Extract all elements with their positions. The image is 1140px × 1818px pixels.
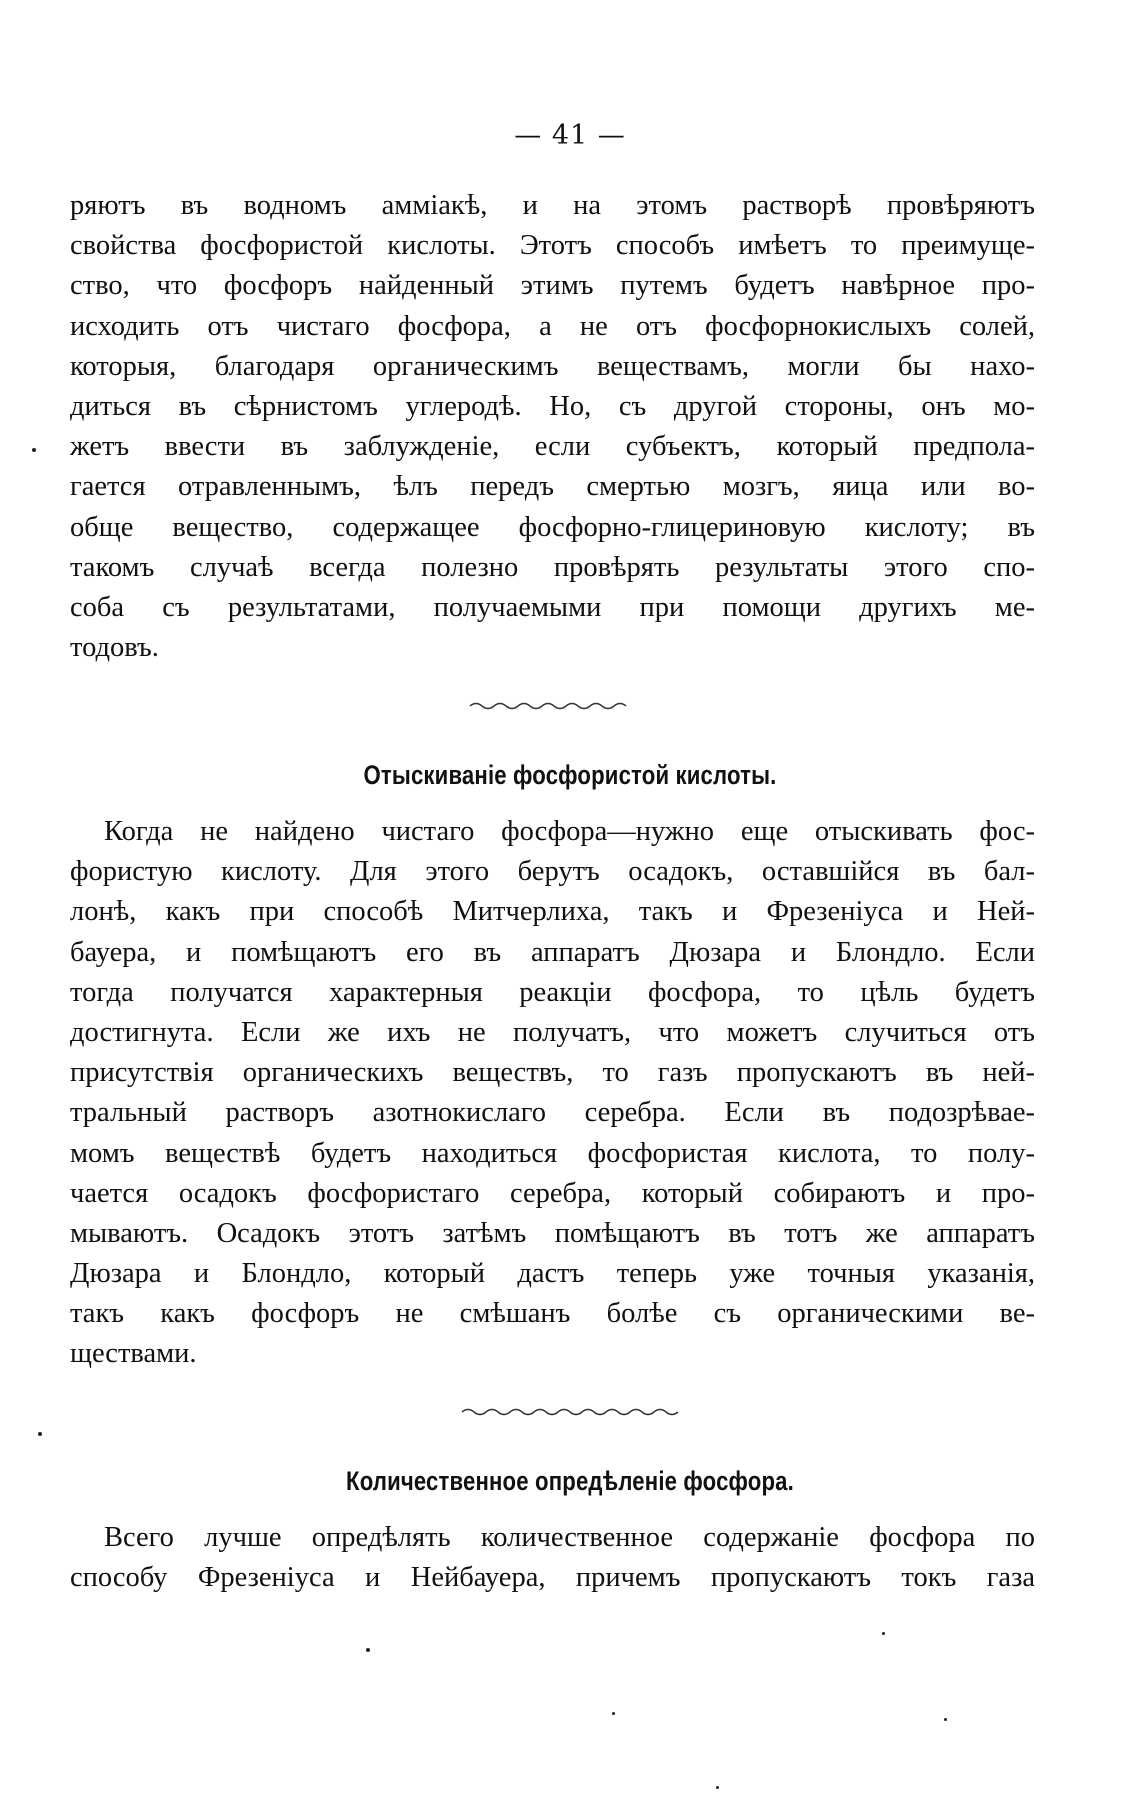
scan-speck bbox=[366, 1648, 370, 1652]
page-number: — 41 — bbox=[514, 120, 626, 151]
text-line: такъ какъ фосфоръ не смѣшанъ болѣе съ органическими ве- bbox=[70, 1298, 1035, 1330]
text-line: жетъ ввести въ заблужденiе, если субъектъ, который предпола- bbox=[70, 431, 1035, 463]
paragraph-continuation bbox=[70, 186, 1035, 668]
text-line: присутствiя органическихъ веществъ, то газъ пропускаютъ въ ней- bbox=[70, 1057, 1035, 1089]
text-line: момъ веществѣ будетъ находиться фосфористая кислота, то полу- bbox=[70, 1137, 1035, 1169]
text-line: ряютъ въ водномъ аммiакѣ, и на этомъ растворѣ провѣряютъ bbox=[70, 190, 1035, 221]
text-line: соба съ результатами, получаемыми при помощи другихъ ме- bbox=[70, 591, 1035, 623]
text-line: свойства фосфористой кислоты. Этотъ способъ имѣетъ то преимуще- bbox=[70, 230, 1035, 262]
paragraph-quantitative bbox=[70, 1518, 1035, 1598]
ornament-divider bbox=[0, 700, 1140, 712]
scan-speck bbox=[716, 1786, 719, 1789]
scan-speck bbox=[882, 1632, 885, 1635]
scan-speck bbox=[612, 1712, 615, 1715]
text-line: тодовъ. bbox=[70, 632, 159, 664]
text-line: фористую кислоту. Для этого берутъ осадокъ, оставшiйся въ бал- bbox=[70, 856, 1035, 888]
section-heading: Отыскиванiе фосфористой кислоты. bbox=[363, 760, 777, 790]
scan-speck bbox=[944, 1718, 947, 1721]
text-line: тральный растворъ азотнокислаго серебра. Если въ подозрѣвае- bbox=[70, 1097, 1035, 1129]
text-line: гается отравленнымъ, ѣлъ передъ смертью мозгъ, яица или во- bbox=[70, 471, 1035, 503]
text-line: исходить отъ чистаго фосфора, а не отъ фосфорнокислыхъ солей, bbox=[70, 310, 1035, 342]
text-line: мываютъ. Осадокъ этотъ затѣмъ помѣщаютъ въ тотъ же аппаратъ bbox=[70, 1217, 1035, 1249]
text-line: Когда не найдено чистаго фосфора—нужно еще отыскивать фос- bbox=[104, 816, 1035, 847]
text-line: которыя, благодаря органическимъ веществамъ, могли бы нахо- bbox=[70, 350, 1035, 382]
text-line: тогда получатся характерныя реакцiи фосфора, то цѣль будетъ bbox=[70, 976, 1035, 1008]
section-heading: Количественное опредѣленiе фосфора. bbox=[346, 1466, 794, 1496]
text-line: лонѣ, какъ при способѣ Митчерлиха, такъ и Фрезенiуса и Ней- bbox=[70, 896, 1035, 928]
ornament-divider bbox=[0, 1406, 1140, 1418]
text-line: чается осадокъ фосфористаго серебра, который собираютъ и про- bbox=[70, 1177, 1035, 1209]
paragraph-phosphorous-acid bbox=[70, 812, 1035, 1375]
text-line: такомъ случаѣ всегда полезно провѣрять результаты этого спо- bbox=[70, 551, 1035, 583]
text-line: обще вещество, содержащее фосфорно-глицериновую кислоту; въ bbox=[70, 511, 1035, 543]
text-line: достигнута. Если же ихъ не получатъ, что можетъ случиться отъ bbox=[70, 1016, 1035, 1048]
text-line: Дюзара и Блондло, который дастъ теперь уже точныя указанiя, bbox=[70, 1258, 1035, 1290]
text-line: ществами. bbox=[70, 1338, 197, 1370]
scan-speck bbox=[38, 1432, 42, 1436]
text-line: диться въ сѣрнистомъ углеродѣ. Но, съ другой стороны, онъ мо- bbox=[70, 390, 1035, 422]
text-line: бауера, и помѣщаютъ его въ аппаратъ Дюзара и Блондло. Если bbox=[70, 936, 1035, 968]
text-line: ство, что фосфоръ найденный этимъ путемъ будетъ навѣрное про- bbox=[70, 270, 1035, 302]
text-line: способу Фрезенiуса и Нейбауера, причемъ пропускаютъ токъ газа bbox=[70, 1562, 1035, 1594]
scan-speck bbox=[32, 448, 36, 452]
text-line: Всего лучше опредѣлять количественное содержанiе фосфора по bbox=[104, 1522, 1035, 1553]
